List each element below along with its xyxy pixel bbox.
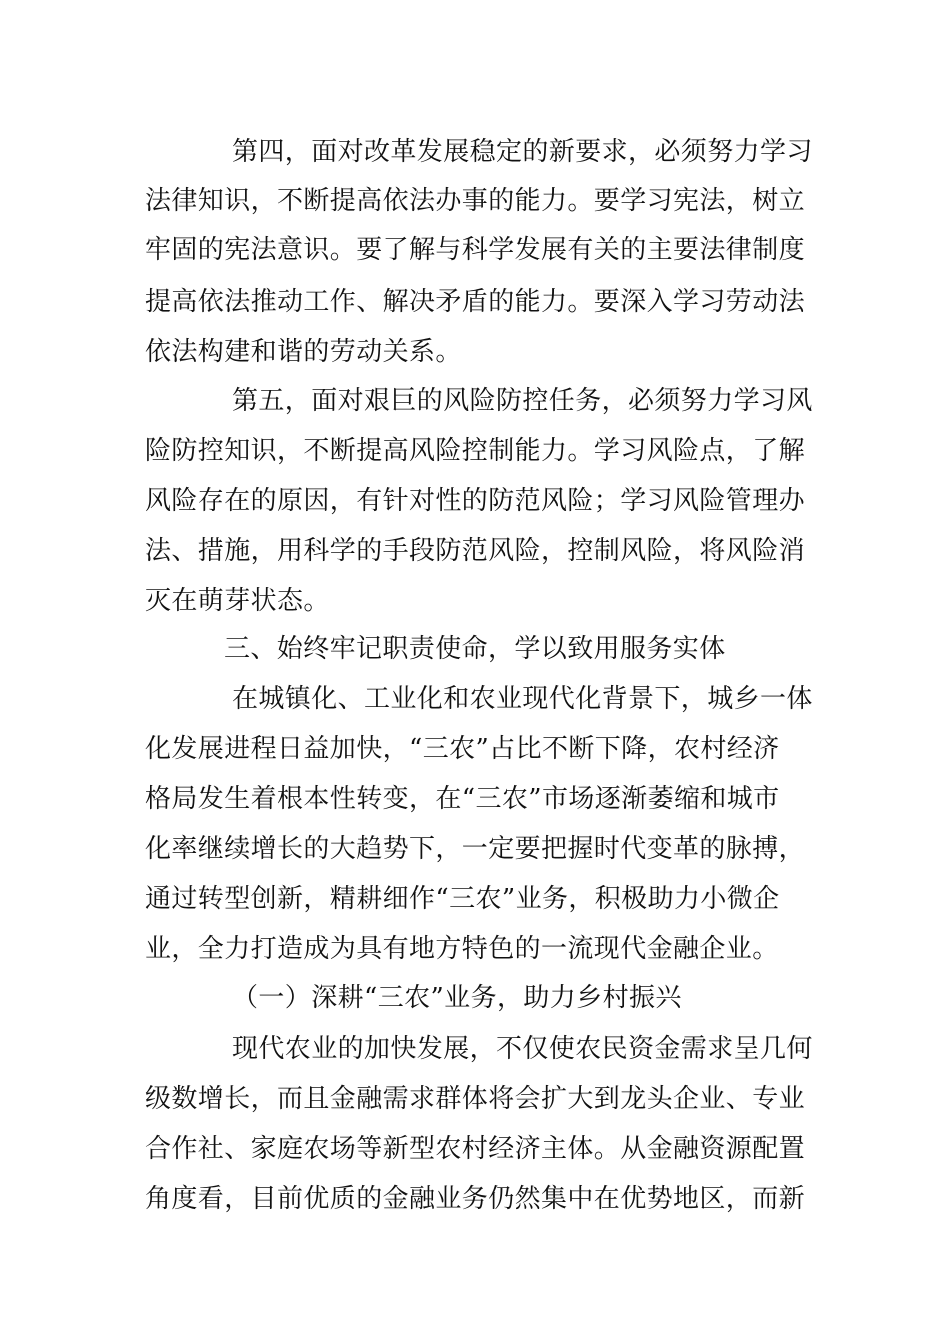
text-line: 牢固的宪法意识。要了解与科学发展有关的主要法律制度 bbox=[145, 235, 806, 265]
text-line: 法律知识，不断提高依法办事的能力。要学习宪法，树立 bbox=[145, 186, 806, 216]
text-line: 业，全力打造成为具有地方特色的一流现代金融企业。 bbox=[145, 934, 779, 964]
text-line: 角度看，目前优质的金融业务仍然集中在优势地区，而新 bbox=[145, 1184, 806, 1214]
section-heading: 三、始终牢记职责使命，学以致用服务实体 bbox=[224, 634, 726, 664]
text-line: 格局发生着根本性转变，在“三农”市场逐渐萎缩和城市 bbox=[145, 784, 780, 814]
text-line: 第五，面对艰巨的风险防控任务，必须努力学习风 bbox=[232, 386, 813, 416]
text-line: 第四，面对改革发展稳定的新要求，必须努力学习 bbox=[232, 137, 813, 167]
subsection-heading: （一）深耕“三农”业务，助力乡村振兴 bbox=[232, 983, 682, 1013]
text-line: 化率继续增长的大趋势下，一定要把握时代变革的脉搏， bbox=[145, 834, 806, 864]
text-line: 级数增长，而且金融需求群体将会扩大到龙头企业、专业 bbox=[145, 1084, 806, 1114]
text-line: 合作社、家庭农场等新型农村经济主体。从金融资源配置 bbox=[145, 1134, 806, 1164]
text-line: 依法构建和谐的劳动关系。 bbox=[145, 337, 462, 367]
text-line: 提高依法推动工作、解决矛盾的能力。要深入学习劳动法 bbox=[145, 287, 806, 317]
text-line: 通过转型创新，精耕细作“三农”业务，积极助力小微企 bbox=[145, 884, 780, 914]
text-line: 灭在萌芽状态。 bbox=[145, 586, 330, 616]
text-line: 现代农业的加快发展，不仅使农民资金需求呈几何 bbox=[232, 1034, 813, 1064]
text-line: 法、措施，用科学的手段防范风险，控制风险，将风险消 bbox=[145, 536, 806, 566]
text-line: 在城镇化、工业化和农业现代化背景下，城乡一体 bbox=[232, 684, 813, 714]
text-line: 风险存在的原因，有针对性的防范风险；学习风险管理办 bbox=[145, 486, 806, 516]
text-line: 险防控知识，不断提高风险控制能力。学习风险点，了解 bbox=[145, 436, 806, 466]
text-line: 化发展进程日益加快，“三农”占比不断下降，农村经济 bbox=[145, 734, 780, 764]
